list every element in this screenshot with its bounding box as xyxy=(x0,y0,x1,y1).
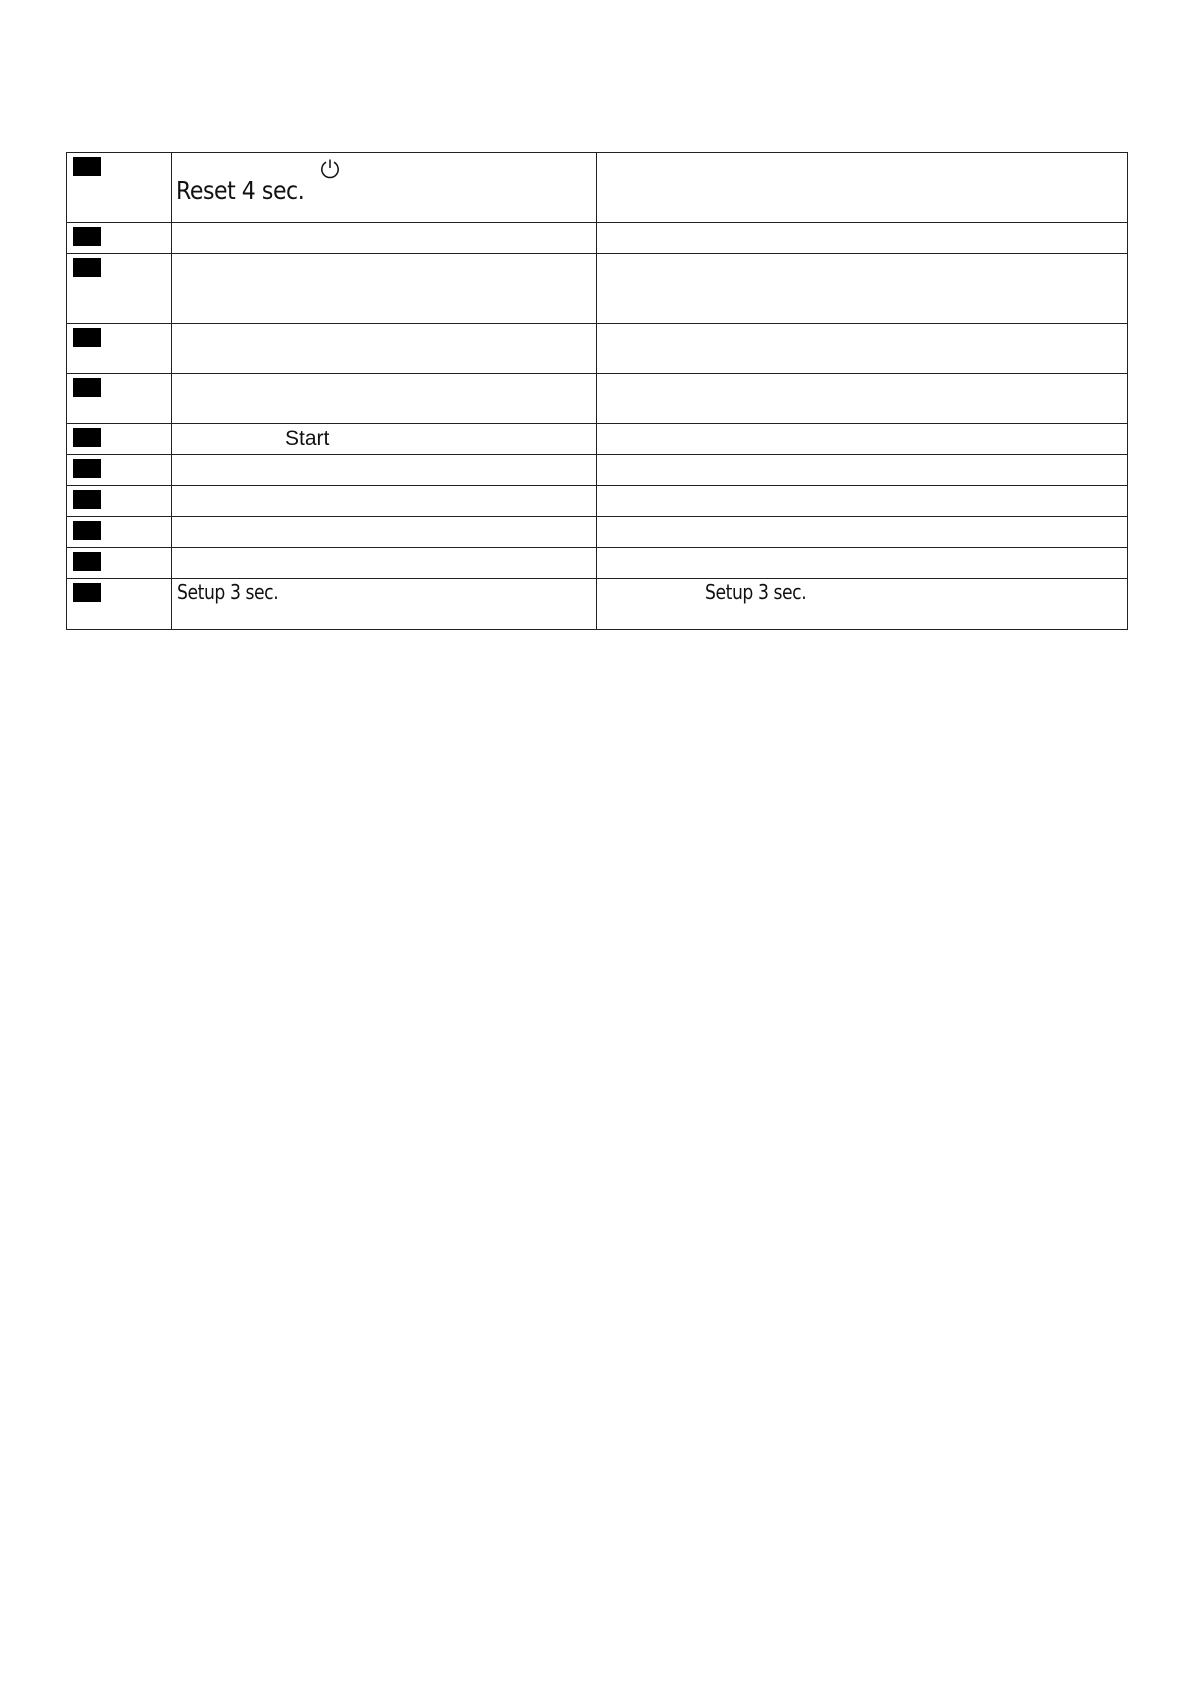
table-row xyxy=(67,254,1128,324)
table-row xyxy=(67,486,1128,517)
code-cell xyxy=(67,424,172,455)
action-cell xyxy=(172,153,597,223)
action-cell xyxy=(172,374,597,424)
result-cell xyxy=(597,548,1128,579)
table-row xyxy=(67,548,1128,579)
code-cell xyxy=(67,517,172,548)
code-cell xyxy=(67,455,172,486)
action-cell xyxy=(172,455,597,486)
start-label: Start xyxy=(285,427,330,450)
action-cell xyxy=(172,424,597,455)
result-cell xyxy=(597,486,1128,517)
result-cell xyxy=(597,517,1128,548)
code-marker xyxy=(73,227,101,246)
code-marker xyxy=(73,428,101,447)
result-cell xyxy=(597,455,1128,486)
code-marker xyxy=(73,490,101,509)
action-cell xyxy=(172,324,597,374)
action-cell xyxy=(172,517,597,548)
code-marker xyxy=(73,328,101,347)
code-marker xyxy=(73,521,101,540)
setup-label: Setup 3 sec. xyxy=(177,580,279,604)
setup-label: Setup 3 sec. xyxy=(705,580,807,604)
table-row xyxy=(67,153,1128,223)
result-cell xyxy=(597,424,1128,455)
action-cell xyxy=(172,254,597,324)
code-cell xyxy=(67,223,172,254)
code-marker xyxy=(73,583,101,602)
action-cell xyxy=(172,223,597,254)
code-cell xyxy=(67,254,172,324)
table-row xyxy=(67,579,1128,630)
table-row xyxy=(67,223,1128,254)
code-marker xyxy=(73,552,101,571)
reset-label: Reset 4 sec. xyxy=(176,176,305,205)
action-cell xyxy=(172,486,597,517)
table-row xyxy=(67,324,1128,374)
code-cell xyxy=(67,486,172,517)
table-row xyxy=(67,455,1128,486)
table-row xyxy=(67,424,1128,455)
code-cell xyxy=(67,374,172,424)
power-icon xyxy=(319,157,341,179)
code-cell xyxy=(67,579,172,630)
result-cell xyxy=(597,254,1128,324)
code-marker xyxy=(73,378,101,397)
table-row xyxy=(67,517,1128,548)
code-cell xyxy=(67,324,172,374)
settings-table xyxy=(66,152,1128,630)
code-cell xyxy=(67,548,172,579)
table-row xyxy=(67,374,1128,424)
result-cell xyxy=(597,374,1128,424)
action-cell xyxy=(172,548,597,579)
result-cell xyxy=(597,223,1128,254)
action-cell xyxy=(172,579,597,630)
result-cell xyxy=(597,153,1128,223)
result-cell xyxy=(597,324,1128,374)
result-cell xyxy=(597,579,1128,630)
code-marker xyxy=(73,258,101,277)
code-marker xyxy=(73,459,101,478)
code-cell xyxy=(67,153,172,223)
code-marker xyxy=(73,157,101,176)
